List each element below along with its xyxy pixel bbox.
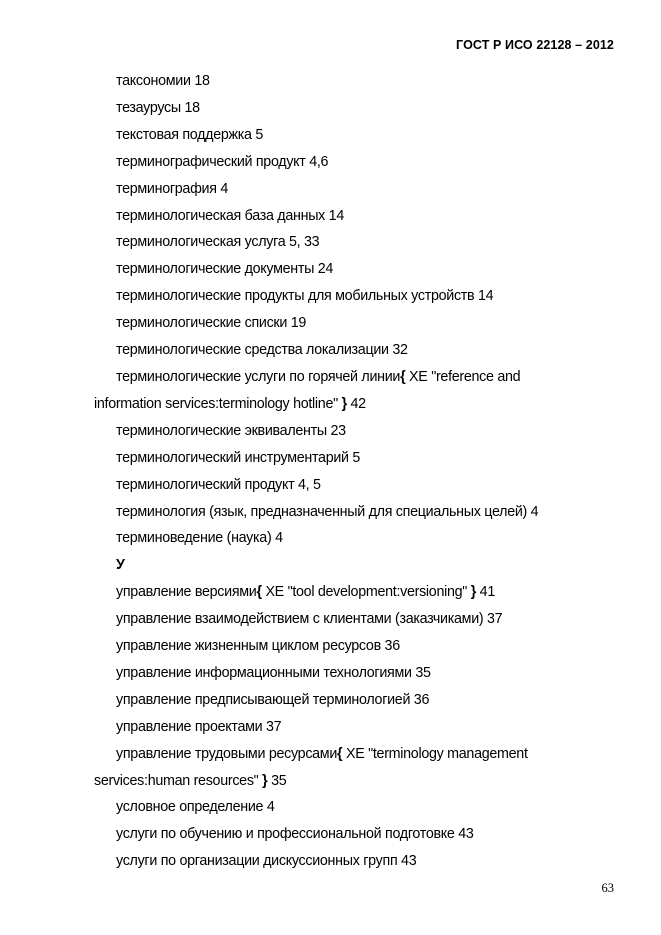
index-entry-continuation	[94, 768, 594, 795]
index-entry-with-field	[94, 741, 594, 768]
document-header: ГОСТ Р ИСО 22128 – 2012	[456, 38, 614, 52]
entry-term: терминологические услуги по горячей линии	[116, 368, 401, 385]
index-entry: услуги по организации дискуссионных групп 43	[116, 853, 417, 870]
field-open-brace: {	[337, 745, 343, 762]
field-close-brace: }	[470, 584, 476, 601]
index-entry: терминологическая услуга 5, 33	[116, 234, 320, 251]
field-open-brace: {	[400, 368, 406, 385]
entry-term: управление трудовыми ресурсами	[116, 745, 338, 762]
index-entry: терминологические документы 24	[116, 261, 334, 278]
index-entry: терминологический инструментарий 5	[116, 449, 361, 466]
index-entry: терминологические средства локализации 32	[116, 342, 408, 359]
section-letter: У	[116, 557, 125, 574]
index-entry: терминографический продукт 4,6	[116, 153, 329, 170]
index-entry: терминография 4	[116, 180, 228, 197]
index-entry: таксономии 18	[116, 73, 210, 89]
index-entry: терминология (язык, предназначенный для специальных целей) 4	[116, 503, 539, 520]
index-entry: тезаурусы 18	[116, 99, 200, 116]
entry-page-ref: 42	[346, 395, 366, 412]
index-entry-continuation	[94, 391, 594, 418]
index-entry-with-field	[94, 579, 594, 606]
index-entry: условное определение 4	[116, 799, 275, 816]
field-code: services:human resources"	[94, 772, 263, 789]
field-code: information services:terminology hotline"	[94, 395, 342, 412]
field-code: XE "terminology management	[342, 745, 528, 762]
index-entries	[94, 68, 594, 875]
index-entry: терминологические эквиваленты 23	[116, 422, 346, 439]
entry-page-ref: 41	[476, 584, 495, 601]
index-entry: терминологические продукты для мобильных устройств 14	[116, 288, 494, 305]
field-code: XE "reference and	[405, 368, 521, 385]
index-entry: терминоведение (наука) 4	[116, 530, 283, 547]
index-entry: терминологические списки 19	[116, 315, 307, 332]
field-close-brace: }	[341, 395, 347, 412]
index-entry: управление предписывающей терминологией 36	[116, 691, 430, 708]
index-entry: управление жизненным циклом ресурсов 36	[116, 638, 400, 655]
index-entry: услуги по обучению и профессиональной подготовке 43	[116, 826, 474, 843]
index-entry: текстовая поддержка 5	[116, 126, 264, 143]
index-entry: управление информационными технологиями 35	[116, 664, 431, 681]
index-entry: терминологическая база данных 14	[116, 207, 344, 224]
index-entry: управление проектами 37	[116, 718, 282, 735]
index-entry: управление взаимодействием с клиентами (заказчиками) 37	[116, 611, 503, 628]
entry-term: управление версиями	[116, 584, 257, 601]
index-entry: терминологический продукт 4, 5	[116, 476, 321, 493]
field-open-brace: {	[256, 584, 262, 601]
field-code: XE "tool development:versioning"	[261, 584, 471, 601]
page-number: 63	[601, 881, 614, 895]
entry-page-ref: 35	[267, 772, 287, 789]
index-entry-with-field	[94, 364, 594, 391]
field-close-brace: }	[262, 772, 268, 789]
